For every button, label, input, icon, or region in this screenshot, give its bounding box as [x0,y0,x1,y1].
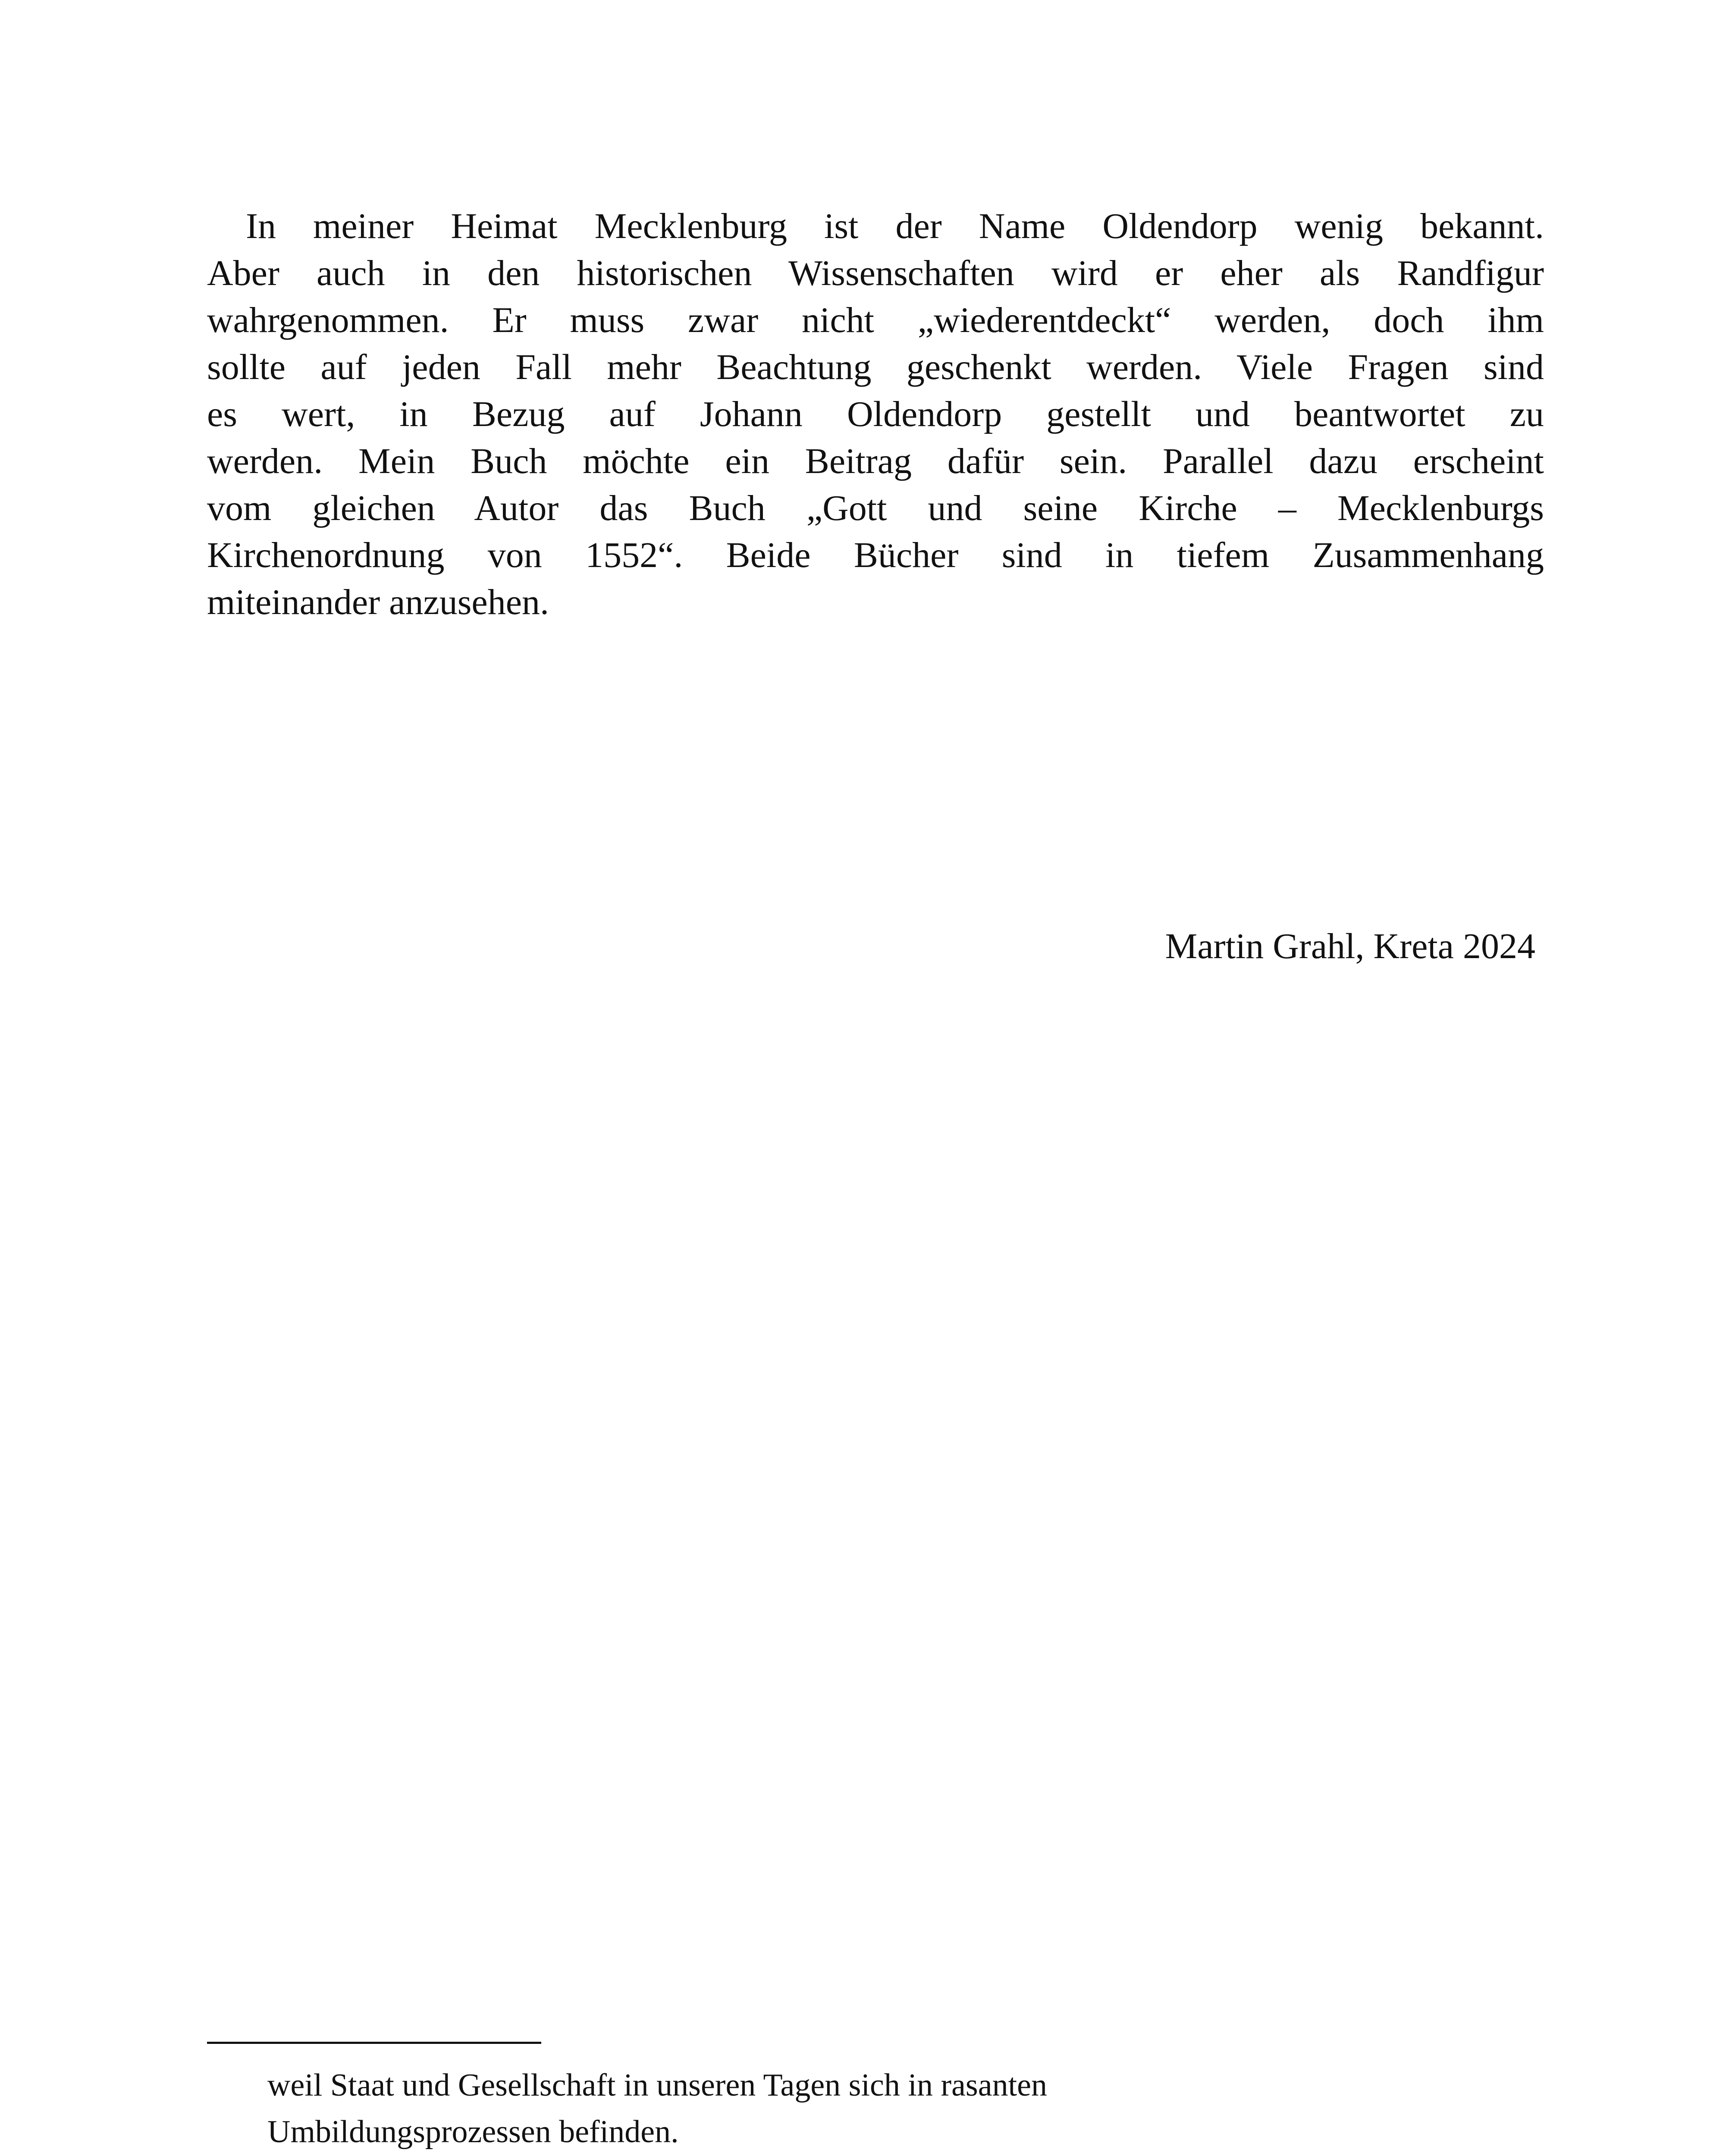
body-line: miteinander anzusehen. [207,582,549,622]
footnote-line: Umbildungsprozessen befinden. [267,2114,679,2150]
body-paragraph [207,203,1544,626]
body-line: Aber auch in den historischen Wissenschaften wird er eher als Randfigur [207,253,1544,293]
body-line: Kirchenordnung von 1552“. Beide Bücher sind in tiefem Zusammenhang [207,535,1544,575]
author-signature: Martin Grahl, Kreta 2024 [1165,926,1535,966]
footnote-text [267,2062,1432,2155]
body-line: In meiner Heimat Mecklenburg ist der Name Oldendorp wenig bekannt. [246,206,1544,246]
footnote-line: weil Staat und Gesellschaft in unseren Tagen sich in rasanten [267,2068,1047,2103]
body-line: sollte auf jeden Fall mehr Beachtung geschenkt werden. Viele Fragen sind [207,347,1544,387]
body-line: es wert, in Bezug auf Johann Oldendorp gestellt und beantwortet zu [207,394,1544,434]
body-line: werden. Mein Buch möchte ein Beitrag dafür sein. Parallel dazu erscheint [207,441,1544,481]
body-line: vom gleichen Autor das Buch „Gott und seine Kirche – Mecklenburgs [207,488,1544,528]
footnote-separator [207,2042,541,2044]
body-line: wahrgenommen. Er muss zwar nicht „wiederentdeckt“ werden, doch ihm [207,300,1544,340]
